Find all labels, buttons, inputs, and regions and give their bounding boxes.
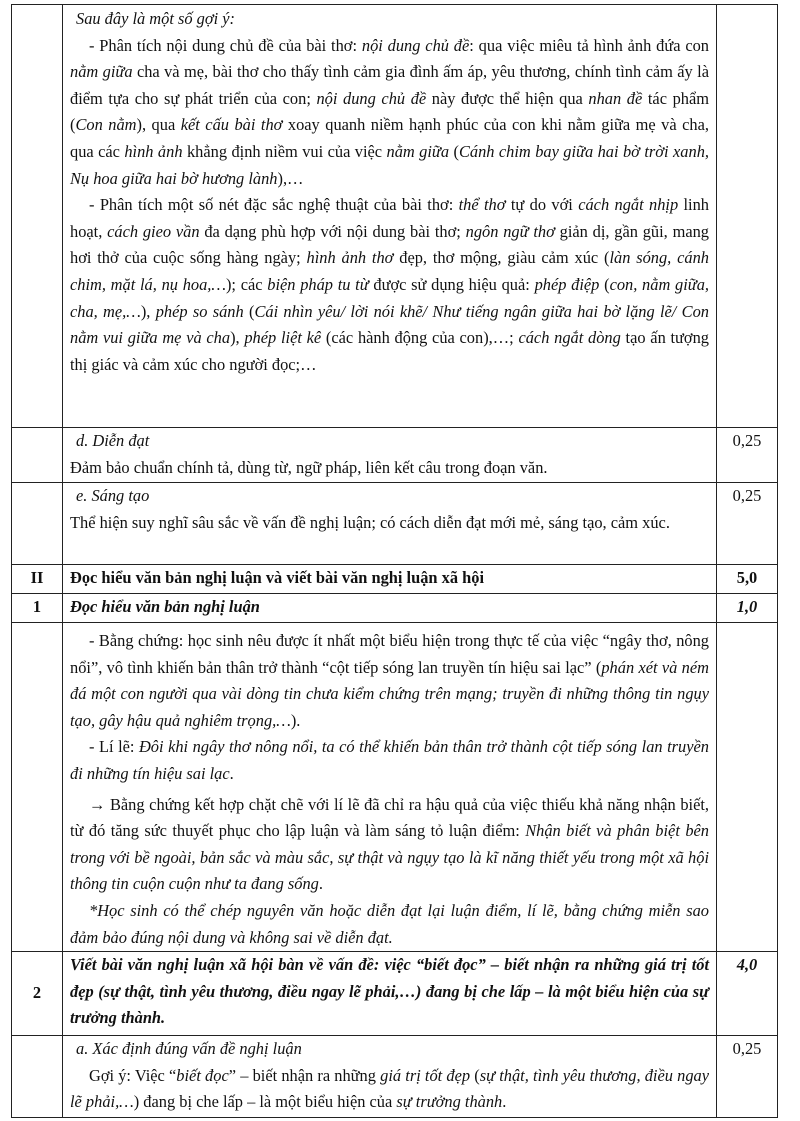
text-run: làn sóng, cánh chim, mặt lá, nụ hoa,… <box>70 248 709 294</box>
empty-score-cell <box>717 5 778 428</box>
text-run: Gợi ý: Việc “ <box>89 1065 177 1085</box>
criterion-e-label: e. Sáng tạo <box>76 486 150 505</box>
text-run: ) đang bị che lấp – là một biểu hiện của <box>133 1092 397 1112</box>
text-run: - Phân tích nội dung chủ đề của bài thơ: <box>89 35 362 55</box>
text-run: được sử dụng hiệu quả: <box>368 274 535 294</box>
text-run: ngôn ngữ thơ <box>465 221 555 241</box>
criterion-d-score: 0,25 <box>717 428 778 483</box>
text-run: này được thể hiện qua <box>426 88 589 108</box>
text-run: Cánh chim bay giữa hai bờ trời xanh, Nụ hoa giữa hai bờ hương lành <box>70 141 709 188</box>
text-run: : qua việc miêu tả hình ảnh đứa con <box>469 35 709 55</box>
text-run: ( <box>599 274 610 294</box>
part-1-title: Đọc hiểu văn bản nghị luận <box>70 597 260 616</box>
note-paragraph: *Học sinh có thể chép nguyên văn hoặc diễn đạt lại luận điểm, lí lẽ, bằng chứng miễn sao đảm bảo đúng nội dung và không sai về diễn đạt. <box>70 900 709 947</box>
criterion-d-label: d. Diễn đạt <box>76 431 150 450</box>
text-run: . <box>318 874 323 894</box>
art-analysis-paragraph <box>70 192 709 378</box>
text-run: thể thơ <box>458 195 506 215</box>
conclusion-paragraph <box>70 792 709 898</box>
section-score: 5,0 <box>717 565 778 594</box>
part-1-score: 1,0 <box>717 594 778 623</box>
part-2-score: 4,0 <box>717 952 778 1036</box>
text-run: ( <box>470 1065 480 1085</box>
text-run: . <box>502 1092 507 1112</box>
text-run: ),… <box>277 168 304 188</box>
suggestions-cell <box>63 5 717 428</box>
text-run: cách ngắt nhịp <box>578 195 679 215</box>
text-run: Đôi khi ngây thơ nông nổi, ta có thể khiến bản thân trở thành cột tiếp sóng lan truyền đi những tín hiệu sai lạc <box>70 737 709 783</box>
text-run: Con nằm <box>75 115 137 135</box>
table-row <box>12 623 778 952</box>
text-run: ” – biết nhận ra những <box>228 1065 381 1085</box>
table-row <box>12 483 778 565</box>
text-run: tự do với <box>505 195 579 215</box>
text-run: giản dị, gần gũi, mang hơi thở của cuộc sống hàng ngày; <box>70 221 709 268</box>
text-run: hình ảnh thơ <box>306 248 394 268</box>
criterion-a-score: 0,25 <box>717 1036 778 1118</box>
text-run: biết đọc <box>176 1065 229 1085</box>
text-run: ), <box>230 328 245 348</box>
text-run: phép điệp <box>534 274 600 294</box>
part-header-row <box>12 952 778 1036</box>
criterion-a-label: a. Xác định đúng vấn đề nghị luận <box>76 1039 302 1059</box>
text-run: . <box>229 763 234 783</box>
text-run: nhan đề <box>588 88 643 108</box>
part-2-number: 2 <box>12 952 63 1036</box>
text-run: xoay quanh niềm hạnh phúc của con khi nằm giữa mẹ và cha, qua các <box>70 115 709 161</box>
text-run: nội dung chủ đề <box>316 88 427 108</box>
criterion-e-score: 0,25 <box>717 483 778 565</box>
empty-number-cell <box>12 5 63 428</box>
text-run: phép so sánh <box>155 301 244 321</box>
text-run: giá trị tốt đẹp <box>380 1065 471 1085</box>
text-run: linh hoạt, <box>70 195 709 241</box>
text-run: ). <box>290 710 301 730</box>
criterion-a-text <box>70 1063 709 1116</box>
text-run: cách ngắt dòng <box>518 328 621 348</box>
text-run: kết cấu bài thơ <box>180 115 283 135</box>
text-run: con, nằm giữa, cha, mẹ,… <box>70 274 709 321</box>
text-run: (các hành động của con),…; <box>321 328 519 348</box>
section-header-row <box>12 565 778 594</box>
reasoning-paragraph <box>70 734 709 787</box>
text-run: ( <box>243 301 255 321</box>
part-header-row <box>12 594 778 623</box>
text-run: biện pháp tu từ <box>267 274 369 294</box>
text-run: đa dạng phù hợp với nội dung bài thơ; <box>199 221 466 241</box>
text-run: nằm giữa <box>386 141 450 161</box>
text-run: → Bằng chứng kết hợp chặt chẽ với lí lẽ đã chỉ ra hậu quả của việc thiếu khả năng nhận biết, từ đó tăng sức thuyết phục cho lập luận và làm sáng tỏ luận điểm: <box>70 794 709 841</box>
text-run: Nhận biết và phân biệt bên trong với bề ngoài, bản sắc và màu sắc, sự thật và ngụy tạo là kĩ năng thiết yếu trong một xã hội thông tin cuộn cuộn như ta đang sống <box>70 821 709 894</box>
text-run: khẳng định niềm vui của việc <box>182 141 387 161</box>
text-run: đẹp, thơ mộng, giàu cảm xúc ( <box>393 248 610 268</box>
text-run: sự trưởng thành <box>396 1092 503 1112</box>
text-run: cha và mẹ, bài thơ cho thấy tình cảm gia đình ấm áp, yêu thương, chính tình cảm ấy là điểm tựa cho sự phát triển của con; <box>70 62 709 108</box>
text-run: ); các <box>225 274 268 294</box>
text-run: cách gieo vần <box>107 221 200 241</box>
text-run: - Bằng chứng: học sinh nêu được ít nhất một biểu hiện trong thực tế của việc “ngây thơ, nông nổi”, vô tình khiến bản thân trở thành “cột tiếp sóng lan truyền tín hiệu sai lạc” ( <box>70 631 709 677</box>
text-run: Cái nhìn yêu/ lời nói khẽ/ Như tiếng ngân giữa hai bờ lặng lẽ/ Con nằm vui giữa mẹ và cha <box>70 301 709 348</box>
section-title: Đọc hiểu văn bản nghị luận và viết bài văn nghị luận xã hội <box>70 568 484 587</box>
text-run: hình ảnh <box>124 141 183 161</box>
text-run: ), qua <box>136 115 181 135</box>
evidence-paragraph <box>70 628 709 734</box>
grading-table <box>11 4 778 1118</box>
text-run: ), <box>140 301 156 321</box>
text-run: - Phân tích một số nét đặc sắc nghệ thuật của bài thơ: <box>89 195 459 215</box>
part-1-number: 1 <box>12 594 63 623</box>
text-run: ( <box>449 141 459 161</box>
text-run: nội dung chủ đề <box>361 35 470 55</box>
suggestions-intro: Sau đây là một số gợi ý: <box>76 9 235 28</box>
table-row <box>12 428 778 483</box>
text-run: phép liệt kê <box>244 328 322 348</box>
content-analysis-paragraph <box>70 33 709 193</box>
part-2-title: Viết bài văn nghị luận xã hội bàn về vấn đề: việc “biết đọc” – biết nhận ra những giá trị tốt đẹp (sự thật, tình yêu thương, điều ngay lẽ phải,…) đang bị che lấp – là một biểu hiện của sự trưởng thành. <box>70 955 709 1028</box>
text-run: tác phẩm ( <box>70 88 709 135</box>
text-run: - Lí lẽ: <box>89 737 139 757</box>
text-run: nằm giữa <box>70 62 133 82</box>
section-number: II <box>12 565 63 594</box>
text-run: phán xét và ném đá một con người qua vài dòng tin chưa kiểm chứng trên mạng; truyền đi những thông tin ngụy tạo, gây hậu quả nghiêm trọng,… <box>70 657 709 730</box>
criterion-e-text: Thể hiện suy nghĩ sâu sắc về vấn đề nghị luận; có cách diễn đạt mới mẻ, sáng tạo, cảm xúc. <box>70 512 670 532</box>
table-row <box>12 1036 778 1118</box>
text-run: sự thật, tình yêu thương, điều ngay lẽ phải,… <box>70 1065 709 1112</box>
text-run: tạo ấn tượng thị giác và cảm xúc cho người đọc;… <box>70 328 709 374</box>
criterion-d-text: Đảm bảo chuẩn chính tả, dùng từ, ngữ pháp, liên kết câu trong đoạn văn. <box>70 457 548 477</box>
table-row <box>12 5 778 428</box>
